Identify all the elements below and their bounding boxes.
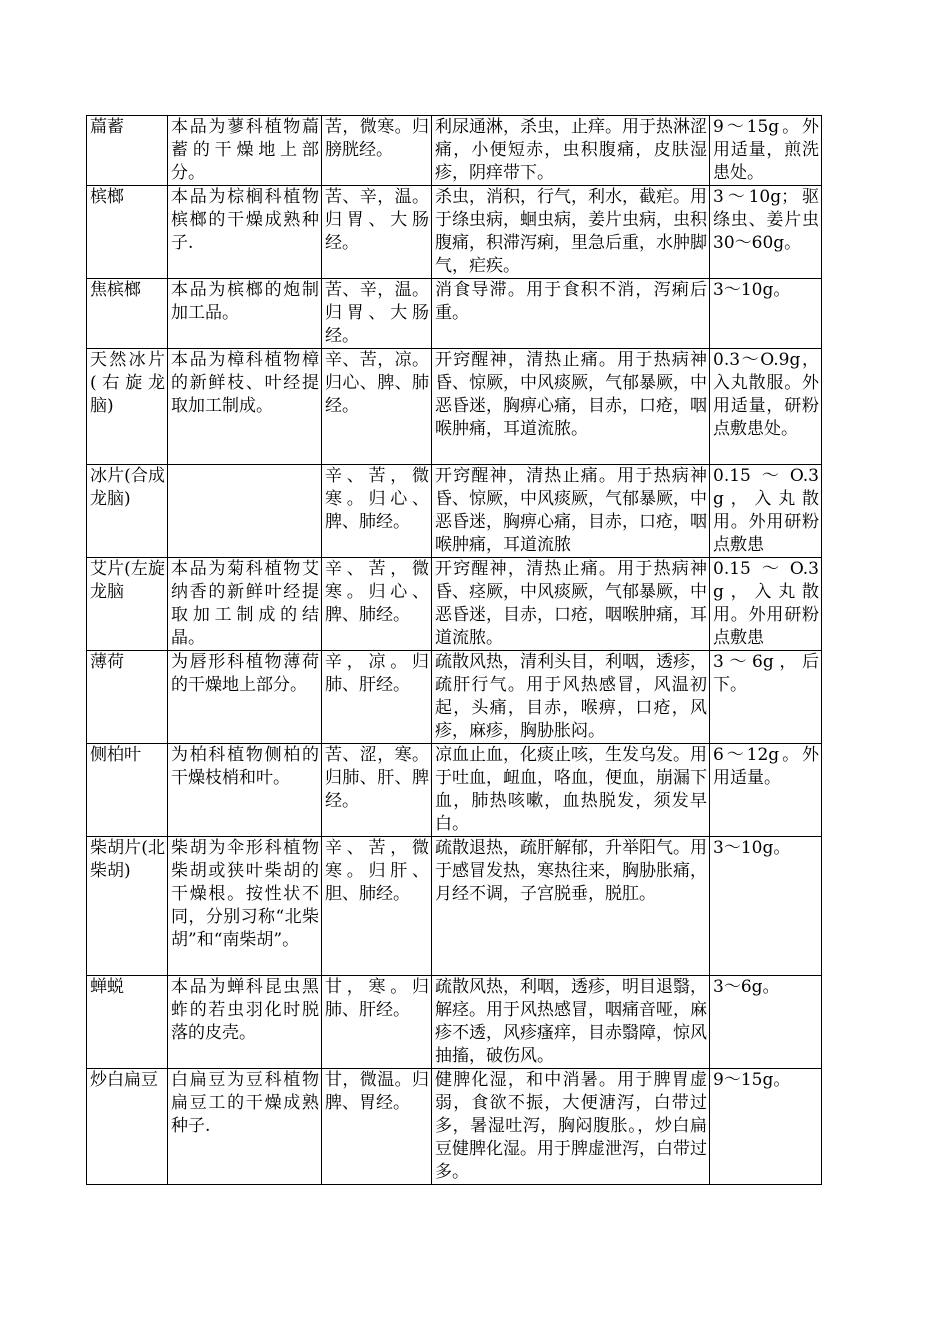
- herb-function-cell: 健脾化湿，和中消暑。用于脾胃虚弱，食欲不振，大便溏泻，白带过多，暑湿吐泻，胸闷腹胀。，炒白扁豆健脾化湿。用于脾虚泄泻，白带过多。: [432, 1069, 710, 1185]
- herb-name-cell: 蝉蜕: [87, 976, 168, 1069]
- table-row: [87, 837, 822, 976]
- herb-source-cell: [168, 465, 322, 558]
- herb-function-cell: 凉血止血，化痰止咳，生发乌发。用于吐血，衄血，咯血，便血，崩漏下血，肺热咳嗽，血热脱发，须发早白。: [432, 744, 710, 837]
- herb-source-cell: 本品为槟榔的炮制加工品。: [168, 279, 322, 349]
- table-row: [87, 349, 822, 465]
- herb-nature-cell: 甘，寒。归肺、肝经。: [322, 976, 432, 1069]
- herb-dosage-cell: 3～10g；驱绦虫、姜片虫 30～60g。: [710, 186, 822, 279]
- herb-source-cell: 本品为蝉科昆虫黑蚱的若虫羽化时脱落的皮壳。: [168, 976, 322, 1069]
- herb-name-cell: 槟榔: [87, 186, 168, 279]
- herb-name-cell: 焦槟榔: [87, 279, 168, 349]
- table-row: [87, 651, 822, 744]
- herb-nature-cell: 辛、苦，微寒。归心、脾、肺经。: [322, 465, 432, 558]
- table-row: [87, 186, 822, 279]
- herb-source-cell: 本品为菊科植物艾纳香的新鲜叶经提取加工制成的结晶。: [168, 558, 322, 651]
- herb-source-cell: 本品为樟科植物樟的新鲜枝、叶经提取加工制成。: [168, 349, 322, 465]
- herb-dosage-cell: 9～15g。: [710, 1069, 822, 1185]
- herb-dosage-cell: 3～6g，后下。: [710, 651, 822, 744]
- herb-nature-cell: 甘，微温。归脾、胃经。: [322, 1069, 432, 1185]
- herb-dosage-cell: 3～10g。: [710, 279, 822, 349]
- herb-dosage-cell: 6～12g。外用适量。: [710, 744, 822, 837]
- herb-name-cell: 薄荷: [87, 651, 168, 744]
- table-row: [87, 279, 822, 349]
- herb-function-cell: 利尿通淋，杀虫，止痒。用于热淋涩痛，小便短赤，虫积腹痛，皮肤湿疹，阴痒带下。: [432, 116, 710, 186]
- herb-source-cell: 白扁豆为豆科植物扁豆工的干燥成熟种子.: [168, 1069, 322, 1185]
- herb-source-cell: 为柏科植物侧柏的干燥枝梢和叶。: [168, 744, 322, 837]
- herb-nature-cell: 辛、苦，微寒。归肝、胆、肺经。: [322, 837, 432, 976]
- herb-source-cell: 本品为棕榈科植物槟榔的干燥成熟种子.: [168, 186, 322, 279]
- herb-nature-cell: 辛、苦，微寒。归心、脾、肺经。: [322, 558, 432, 651]
- table-row: [87, 465, 822, 558]
- herb-source-cell: 柴胡为伞形科植物柴胡或狭叶柴胡的干燥根。按性状不同，分别习称“北柴胡”和“南柴胡”。: [168, 837, 322, 976]
- herb-function-cell: 开窍醒神，清热止痛。用于热病神昏、惊厥，中风痰厥，气郁暴厥，中恶昏迷，胸痹心痛，目赤，口疮，咽喉肿痛，耳道流脓。: [432, 349, 710, 465]
- herb-dosage-cell: 9～15g。外用适量，煎洗患处。: [710, 116, 822, 186]
- herb-dosage-cell: 3～6g。: [710, 976, 822, 1069]
- herb-name-cell: 天然冰片(右旋龙脑): [87, 349, 168, 465]
- herb-function-cell: 消食导滞。用于食积不消，泻痢后重。: [432, 279, 710, 349]
- herb-nature-cell: 苦、辛，温。归胃、大肠经。: [322, 186, 432, 279]
- herb-nature-cell: 辛、苦，凉。归心、脾、肺经。: [322, 349, 432, 465]
- herb-table: [86, 115, 822, 1185]
- herb-name-cell: 艾片(左旋龙脑: [87, 558, 168, 651]
- herb-nature-cell: 苦、涩，寒。归肺、肝、脾经。: [322, 744, 432, 837]
- table-row: [87, 744, 822, 837]
- herb-name-cell: 柴胡片(北柴胡): [87, 837, 168, 976]
- herb-nature-cell: 辛，凉。归肺、肝经。: [322, 651, 432, 744]
- herb-dosage-cell: 0.15～O.3g，入丸散用。外用研粉点敷患: [710, 465, 822, 558]
- herb-name-cell: 冰片(合成龙脑): [87, 465, 168, 558]
- table-row: [87, 976, 822, 1069]
- herb-nature-cell: 苦，微寒。归膀胱经。: [322, 116, 432, 186]
- herb-function-cell: 疏散风热，清利头目，利咽，透疹，疏肝行气。用于风热感冒，风温初起，头痛，目赤，喉痹，口疮，风疹，麻疹，胸胁胀闷。: [432, 651, 710, 744]
- herb-function-cell: 开窍醒神，清热止痛。用于热病神昏、痉厥，中风痰厥，气郁暴厥，中恶昏迷，目赤，口疮，咽喉肿痛，耳道流脓。: [432, 558, 710, 651]
- herb-function-cell: 杀虫，消积，行气，利水，截疟。用于绦虫病，蛔虫病，姜片虫病，虫积腹痛，积滞泻痢，里急后重，水肿脚气，疟疾。: [432, 186, 710, 279]
- herb-function-cell: 疏散退热，疏肝解郁，升举阳气。用于感冒发热，寒热往来，胸胁胀痛，月经不调，子宫脱垂，脱肛。: [432, 837, 710, 976]
- herb-name-cell: 萹蓄: [87, 116, 168, 186]
- herb-dosage-cell: 0.3～O.9g，入丸散服。外用适量，研粉点敷患处。: [710, 349, 822, 465]
- herb-nature-cell: 苦、辛，温。归胃、大肠经。: [322, 279, 432, 349]
- herb-name-cell: 炒白扁豆: [87, 1069, 168, 1185]
- herb-source-cell: 为唇形科植物薄荷的干燥地上部分。: [168, 651, 322, 744]
- herb-dosage-cell: 3～10g。: [710, 837, 822, 976]
- table-row: [87, 1069, 822, 1185]
- herb-source-cell: 本品为蓼科植物萹蓄的干燥地上部分。: [168, 116, 322, 186]
- herb-function-cell: 疏散风热，利咽，透疹，明目退翳，解痉。用于风热感冒，咽痛音哑，麻疹不透，风疹瘙痒，目赤翳障，惊风抽搐，破伤风。: [432, 976, 710, 1069]
- table-row: [87, 116, 822, 186]
- herb-dosage-cell: 0.15～O.3g，入丸散用。外用研粉点敷患: [710, 558, 822, 651]
- table-row: [87, 558, 822, 651]
- herb-name-cell: 侧柏叶: [87, 744, 168, 837]
- herb-function-cell: 开窍醒神，清热止痛。用于热病神昏、惊厥，中风痰厥，气郁暴厥，中恶昏迷，胸痹心痛，目赤，口疮，咽喉肿痛，耳道流脓: [432, 465, 710, 558]
